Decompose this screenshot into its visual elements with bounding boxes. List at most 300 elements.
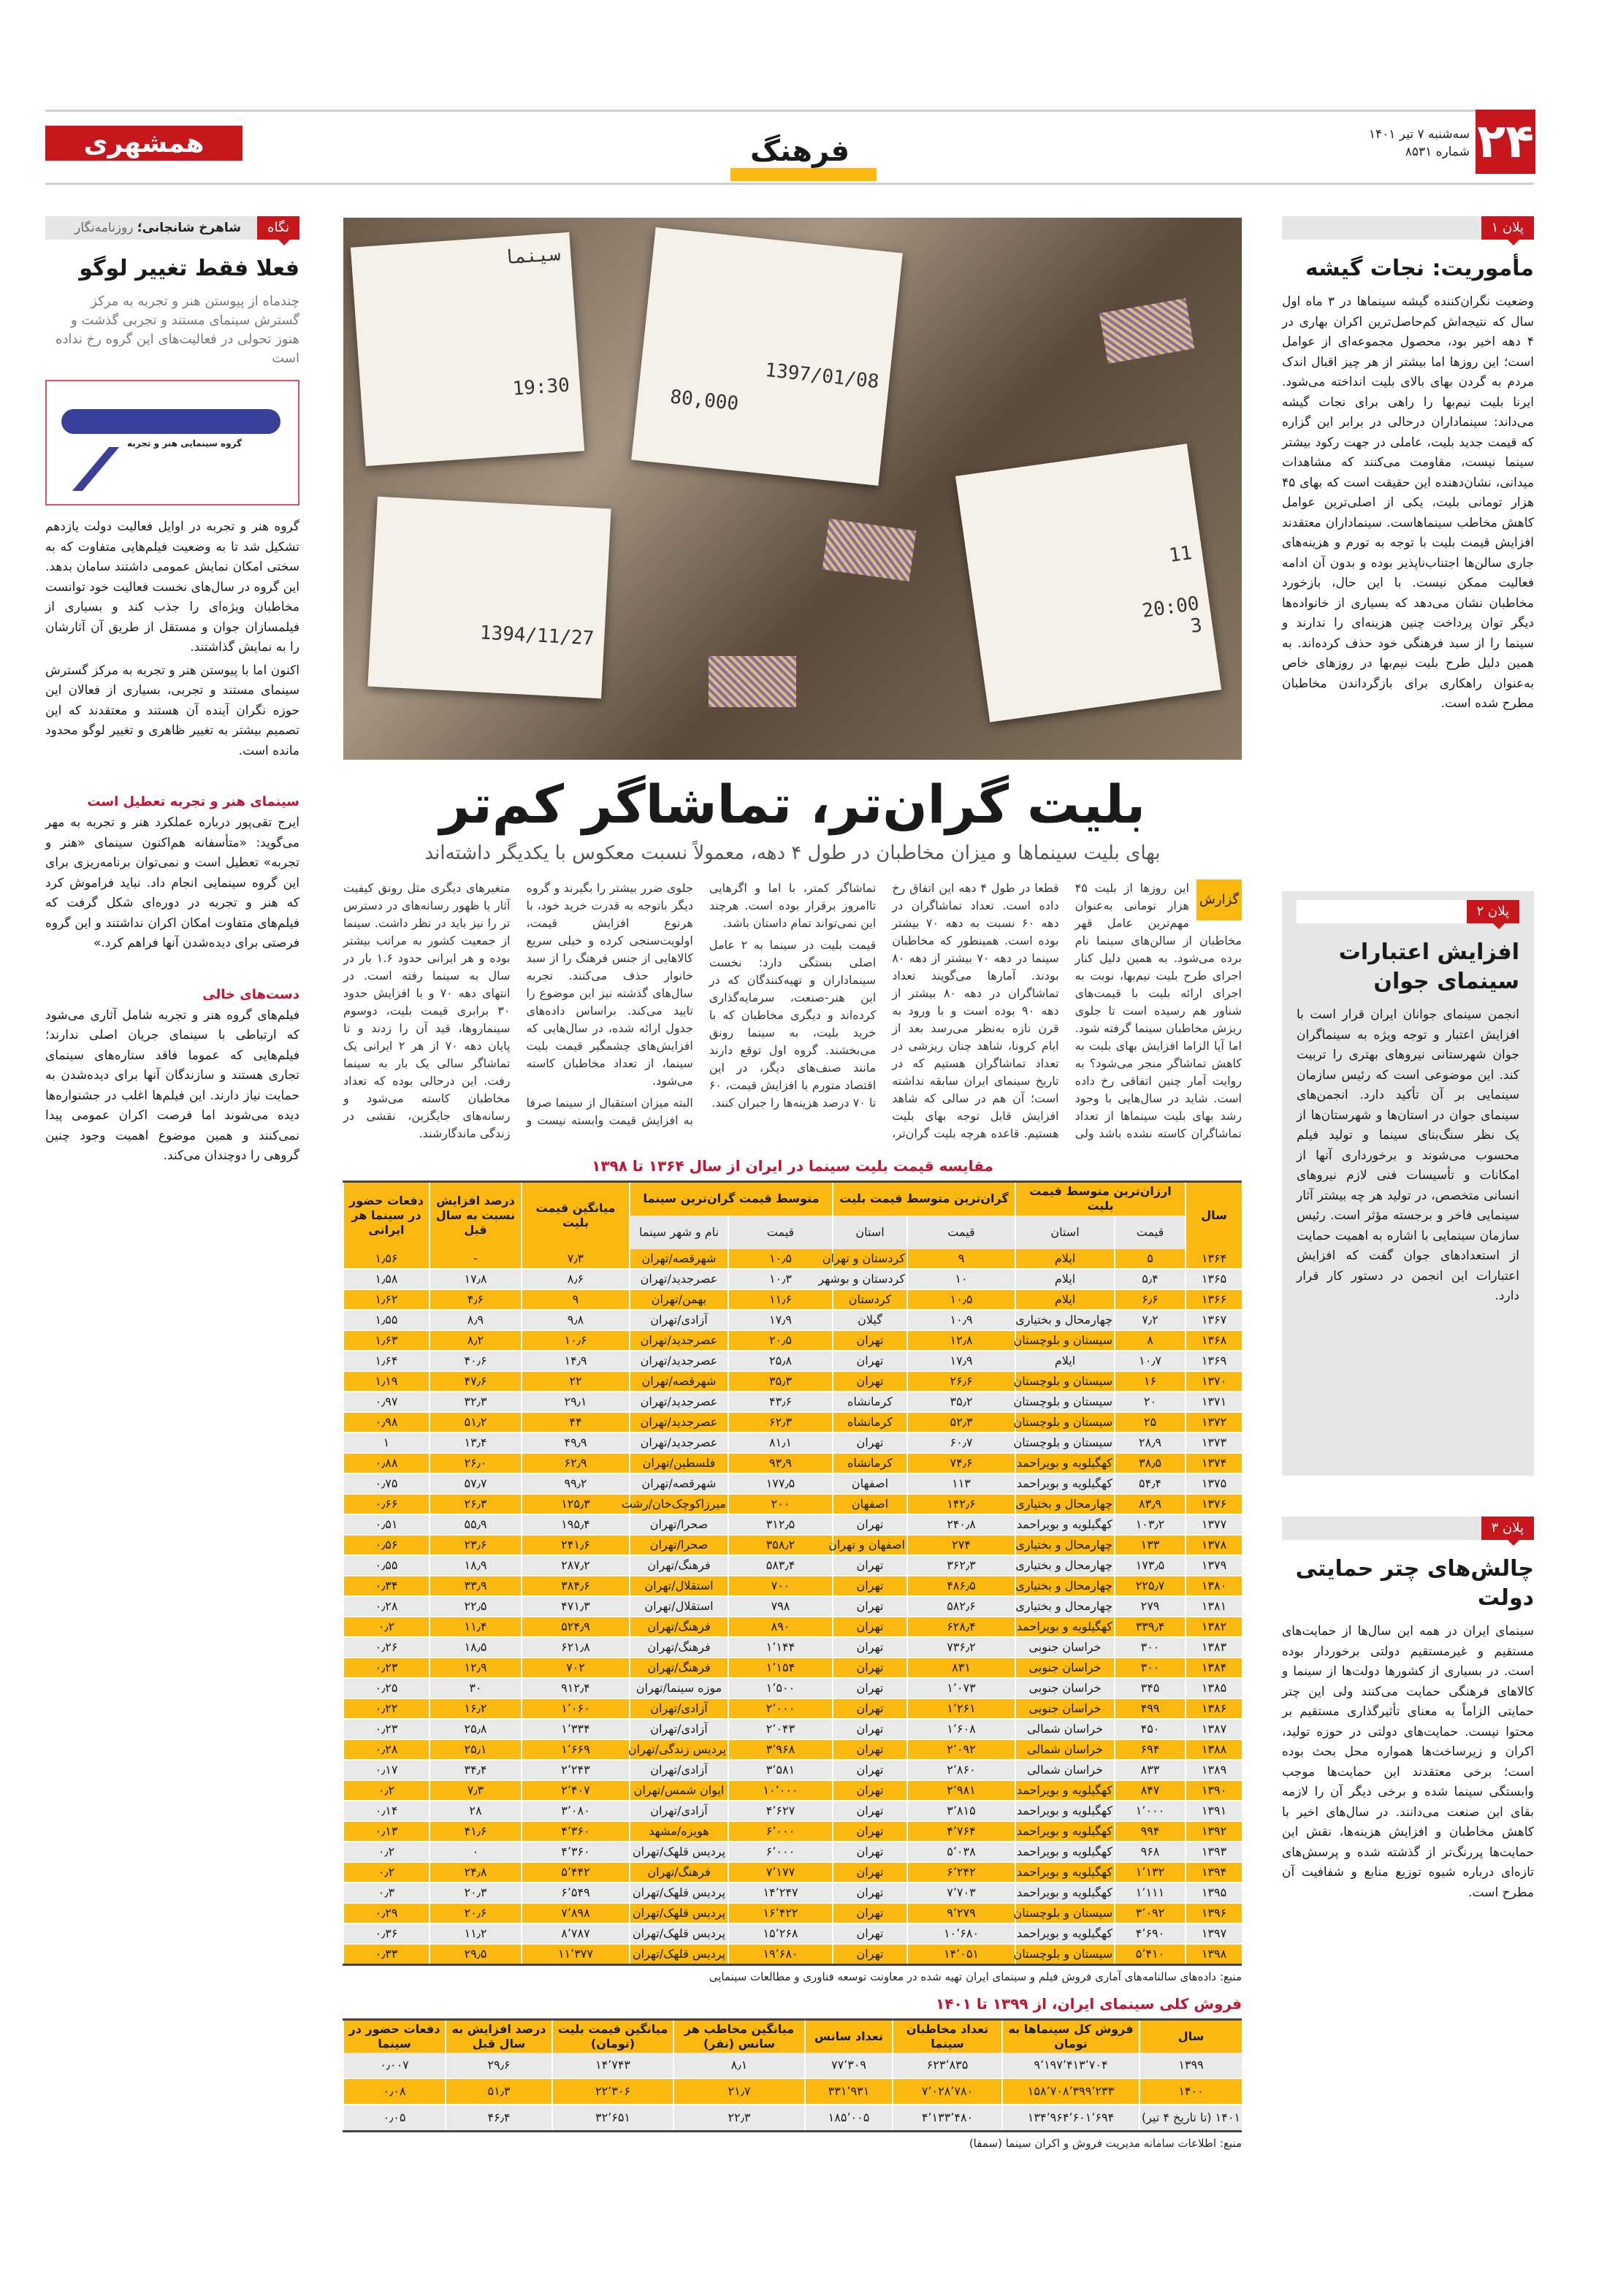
cell-cheapest-province: خراسان جنوبی — [1015, 1698, 1115, 1719]
cell-average-price: ۳٬۰۸۰ — [522, 1801, 630, 1821]
cell-year: ۱۳۷۷ — [1186, 1514, 1242, 1535]
table-row — [343, 1719, 1242, 1739]
cell-priciest-price: ۹٬۲۷۹ — [907, 1903, 1015, 1923]
cell-year: ۱۳۸۲ — [1186, 1617, 1242, 1637]
table-cell: ۲۲٫۳ — [673, 2105, 805, 2132]
author-role: روزنامه‌نگار — [75, 221, 134, 235]
plan2-tag: پلان ۲ — [1467, 900, 1519, 923]
cell-priciest-province: تهران — [833, 1658, 907, 1678]
cell-attendance: ۰٫۲۹ — [343, 1903, 430, 1923]
cell-cinema-name: عصرجدید/تهران — [630, 1392, 728, 1412]
section-title: فرهنگ — [749, 134, 850, 168]
table-cell: ۲۲٬۳۰۶ — [552, 2078, 673, 2105]
table-row — [343, 1433, 1242, 1453]
cell-cheapest-price: ۵ — [1115, 1249, 1186, 1269]
table-cell: ۲۹٫۶ — [446, 2053, 552, 2078]
cell-year: ۱۳۹۲ — [1186, 1821, 1242, 1842]
cell-cheapest-price: ۳۴۵ — [1115, 1678, 1186, 1698]
cell-cinema-name: آزادی/تهران — [630, 1801, 728, 1821]
table-cell: ۶۲۳٬۸۳۵ — [893, 2053, 1002, 2078]
cell-percent-increase: ۱۲٫۹ — [430, 1658, 522, 1678]
cell-cinema-name: فرهنگ/تهران — [630, 1862, 728, 1883]
cell-priciest-province: تهران — [833, 1760, 907, 1780]
cell-year: ۱۳۹۸ — [1186, 1944, 1242, 1965]
cell-priciest-price: ۱۰ — [907, 1269, 1015, 1289]
cell-priciest-price: ۱٬۲۶۱ — [907, 1698, 1015, 1719]
cell-percent-increase: ۸٫۹ — [430, 1310, 522, 1330]
cell-year: ۱۳۸۳ — [1186, 1637, 1242, 1658]
cell-cinema-price: ۱۵٬۲۶۸ — [728, 1923, 833, 1944]
cell-cheapest-price: ۴٬۶۹۰ — [1115, 1923, 1186, 1944]
cell-cheapest-province: خراسان جنوبی — [1015, 1658, 1115, 1678]
ticket-time: 20:00 — [1140, 592, 1201, 622]
cell-attendance: ۰٫۲ — [343, 1842, 430, 1862]
plan1-header — [1282, 216, 1534, 240]
cell-percent-increase: ۲۰٫۶ — [430, 1903, 522, 1923]
cell-cheapest-price: ۱٬۱۳۲ — [1115, 1862, 1186, 1883]
cell-cinema-price: ۱۰٫۵ — [728, 1249, 833, 1269]
cell-attendance: ۰٫۱۴ — [343, 1801, 430, 1821]
table-row — [343, 1739, 1242, 1760]
cell-percent-increase: ۳۰ — [430, 1678, 522, 1698]
issue-info — [1369, 126, 1470, 161]
page-number: ۲۴ — [1476, 110, 1535, 174]
cell-cinema-name: عصرجدید/تهران — [630, 1269, 728, 1289]
cell-cheapest-province: کهگیلویه و بویراحمد — [1015, 1821, 1115, 1842]
table-row — [343, 1310, 1242, 1330]
cell-priciest-price: ۲٬۰۹۲ — [907, 1739, 1015, 1760]
cell-attendance: ۰٫۱۳ — [343, 1821, 430, 1842]
cell-year: ۱۳۹۴ — [1186, 1862, 1242, 1883]
cell-average-price: ۷٫۳ — [522, 1249, 630, 1269]
col-priciest-price: قیمت — [907, 1216, 1015, 1249]
cell-percent-increase: ۵۷٫۷ — [430, 1473, 522, 1494]
table-cell: ۰٫۰۵ — [343, 2105, 446, 2132]
cell-year: ۱۳۸۶ — [1186, 1698, 1242, 1719]
opinion-section-1 — [45, 782, 299, 957]
cell-cinema-name: شهرقصه/تهران — [630, 1249, 728, 1269]
cell-cinema-price: ۲٬۰۴۳ — [728, 1719, 833, 1739]
article-paragraph: این روزها از بلیت ۴۵ هزار تومانی به‌عنوان مهم‌ترین عامل قهر مخاطبان از سالن‌های سینما نام برده می‌شود. به همین دلیل کنار اجرای طرح بلیت نیم‌بها، نوبت به اجرای ارائه بلیت با قیمت‌های شناور هم رسیده است تا جلوی ریزش مخاطبان سینما گرفته شود. اما آیا الزاما افزایش بهای بلیت به کاهش تماشاگر منجر می‌شود؟ به روایت آمار چنین اتفاقی رخ داده است. شاید در سال‌هایی با وجود رشد بهای بلیت سینماها از تعداد تماشاگران کاسته نشده باشد ولی قطعا در طول ۴ دهه این اتفاق رخ داده است. تعداد تماشاگران در دهه ۶۰ نسبت به دهه ۷۰ بیشتر بوده است. همینطور که مخاطبان سینما در دهه ۷۰ بیشتر از دهه ۸۰ بودند. آمارها می‌گویند تعداد تماشاگران در دهه ۸۰ بیشتر از دهه ۹۰ بوده است و با ورود به قرن تازه به‌نظر می‌رسد بعد از ایام کرونا، شاهد چنان ریزشی در تعداد تماشاگران هستیم که در تاریخ سینمای ایران سابقه نداشته است؛ آن هم در سالی که شاهد افزایش قابل توجه بهای بلیت هستیم. قاعده هرچه بلیت گران‌تر، تماشاگر کمتر، با اما و اگرهایی تاامروز برقرار بوده است. هرچند این نمی‌تواند تمام داستان باشد. — [709, 881, 1242, 1140]
cell-cinema-price: ۴۳٫۶ — [728, 1392, 833, 1412]
cell-priciest-province: تهران — [833, 1821, 907, 1842]
cell-cinema-price: ۲۵٫۸ — [728, 1351, 833, 1371]
cell-average-price: ۸٫۶ — [522, 1269, 630, 1289]
cell-attendance: ۰٫۲۸ — [343, 1739, 430, 1760]
total-sales-table-body — [343, 2053, 1242, 2132]
cell-average-price: ۴۹٫۹ — [522, 1433, 630, 1453]
cell-cheapest-province: کهگیلویه و بویراحمد — [1015, 1801, 1115, 1821]
cell-percent-increase: ۲۲٫۵ — [430, 1596, 522, 1617]
cell-average-price: ۱۰٫۶ — [522, 1330, 630, 1351]
cell-percent-increase: ۸٫۲ — [430, 1330, 522, 1351]
cell-cheapest-price: ۵۴٫۴ — [1115, 1473, 1186, 1494]
cell-year: ۱۳۸۰ — [1186, 1576, 1242, 1596]
cell-average-price: ۳۸۴٫۶ — [522, 1576, 630, 1596]
cell-priciest-province: تهران — [833, 1923, 907, 1944]
cell-priciest-province: تهران — [833, 1351, 907, 1371]
cell-percent-increase: ۳۳٫۹ — [430, 1576, 522, 1596]
cell-priciest-price: ۲٬۸۶۰ — [907, 1760, 1015, 1780]
cell-year: ۱۳۷۲ — [1186, 1412, 1242, 1433]
cell-attendance: ۰٫۶۶ — [343, 1494, 430, 1514]
cell-cinema-name: پردیس زندگی/تهران — [630, 1739, 728, 1760]
table-row — [343, 1555, 1242, 1576]
cell-cinema-name: میرزاکوچک‌خان/رشت — [630, 1494, 728, 1514]
cell-cinema-price: ۲۰٫۵ — [728, 1330, 833, 1351]
cell-cheapest-province: چهارمحال و بختیاری — [1015, 1535, 1115, 1555]
cell-priciest-province: تهران — [833, 1576, 907, 1596]
table-cell: ۰٫۰۰۷ — [343, 2053, 446, 2078]
table-row — [343, 1412, 1242, 1433]
cell-attendance: ۰٫۲۳ — [343, 1658, 430, 1678]
cell-priciest-price: ۴۸۶٫۵ — [907, 1576, 1015, 1596]
cell-priciest-price: ۳۵٫۲ — [907, 1392, 1015, 1412]
table-cell: ۱۳۹۹ — [1140, 2053, 1242, 2078]
table-row — [343, 1678, 1242, 1698]
cell-priciest-province: تهران — [833, 1637, 907, 1658]
table-cell: ۸٫۱ — [673, 2053, 805, 2078]
cell-cheapest-price: ۳۰۰ — [1115, 1637, 1186, 1658]
table-row — [343, 1780, 1242, 1801]
col-cinema-name: نام و شهر سینما — [630, 1216, 728, 1249]
col-cheapest: ارزان‌ترین متوسط قیمت بلیت — [1015, 1182, 1186, 1216]
cell-priciest-province: تهران — [833, 1780, 907, 1801]
table-cell: ۱۸۵٬۰۰۵ — [805, 2105, 893, 2132]
cell-priciest-price: ۷۴٫۶ — [907, 1453, 1015, 1473]
col-year: سال — [1186, 1182, 1242, 1249]
ticket-date: 1397/01/08 — [763, 359, 880, 394]
cell-year: ۱۳۹۷ — [1186, 1923, 1242, 1944]
cell-cheapest-province: خراسان جنوبی — [1015, 1678, 1115, 1698]
table-cell: ۱۴٬۷۴۳ — [552, 2053, 673, 2078]
cell-average-price: ۱۴٫۹ — [522, 1351, 630, 1371]
cell-cinema-price: ۶٬۰۰۰ — [728, 1842, 833, 1862]
table-row — [343, 1862, 1242, 1883]
table-row — [343, 1494, 1242, 1514]
cell-cheapest-province: کهگیلویه و بویراحمد — [1015, 1923, 1115, 1944]
cell-priciest-price: ۵۲٫۳ — [907, 1412, 1015, 1433]
cell-cheapest-province: سیستان و بلوچستان — [1015, 1330, 1115, 1351]
ticket — [631, 227, 903, 486]
cell-priciest-province: گیلان — [833, 1310, 907, 1330]
table-row — [343, 1923, 1242, 1944]
plan1-tag: پلان ۱ — [1481, 216, 1534, 240]
cell-percent-increase: ۱۷٫۸ — [430, 1269, 522, 1289]
cell-attendance: ۰٫۵۵ — [343, 1555, 430, 1576]
plan1-section — [1282, 216, 1534, 874]
cell-attendance: ۱٫۱۹ — [343, 1371, 430, 1392]
table-cell: ۱۴۰۰ — [1140, 2078, 1242, 2105]
cell-percent-increase: ۲۸ — [430, 1801, 522, 1821]
cell-cinema-name: صحرا/تهران — [630, 1514, 728, 1535]
opinion-lead: چندماه از پیوستن هنر و تجربه به مرکز گسترش سینمای مستند و تجربی گذشت و هنوز تحولی در فعالیت‌های این گروه رخ نداده است — [55, 294, 299, 366]
cell-cheapest-price: ۶۹۴ — [1115, 1739, 1186, 1760]
cell-priciest-price: ۸۳۱ — [907, 1658, 1015, 1678]
table-row — [343, 1903, 1242, 1923]
cell-priciest-province: تهران — [833, 1842, 907, 1862]
col-cheapest-province: استان — [1015, 1216, 1115, 1249]
opinion-section-2 — [45, 975, 299, 1170]
cell-percent-increase: ۲۰٫۳ — [430, 1883, 522, 1903]
cell-cheapest-province: کهگیلویه و بویراحمد — [1015, 1453, 1115, 1473]
cell-cinema-price: ۳۱۲٫۵ — [728, 1514, 833, 1535]
header-top-rule — [45, 110, 1534, 112]
cell-percent-increase: ۴۷٫۶ — [430, 1371, 522, 1392]
table-row — [343, 1658, 1242, 1678]
table-row — [343, 1944, 1242, 1965]
plan2-body — [1297, 1005, 1519, 1307]
ticket-price-table-title: مقایسه قیمت بلیت سینما در ایران از سال ۱۳۶۴ تا ۱۳۹۸ — [592, 1157, 993, 1175]
cell-average-price: ۱۱٬۳۷۷ — [522, 1944, 630, 1965]
cell-priciest-province: تهران — [833, 1678, 907, 1698]
cell-cheapest-price: ۷٫۲ — [1115, 1310, 1186, 1330]
cell-priciest-province: کردستان و بوشهر — [833, 1269, 907, 1289]
cell-average-price: ۲۲ — [522, 1371, 630, 1392]
cell-cheapest-price: ۴۹۹ — [1115, 1698, 1186, 1719]
cell-attendance: ۰٫۵۶ — [343, 1535, 430, 1555]
cell-attendance: ۰٫۳۴ — [343, 1576, 430, 1596]
cell-average-price: ۹٫۸ — [522, 1310, 630, 1330]
table-row — [343, 1698, 1242, 1719]
cell-average-price: ۶٬۵۴۹ — [522, 1883, 630, 1903]
plan1-paragraph: وضعیت نگران‌کننده گیشه سینماها در ۳ ماه اول سال که نتیجه‌اش کم‌حاصل‌ترین اکران بهاری در ۴ دهه اخیر بود، محصول مجموعه‌ای از عوامل است؛ این روزها اما بیشتر از هر چیز اقبال اندک مردم به گردن بهای بالای بلیت انداخته می‌شود. ایرنا بلیت نیم‌بها را راهی برای نجات گیشه می‌داند: سینماداران درحالی در برابر این گزاره که قیمت جدید بلیت، عاملی در جهت رکود بیشتر سینما نیست، مقاومت می‌کنند که مشاهدات میدانی، نشان‌دهنده این حقیقت است که بهای ۴۵ هزار تومانی بلیت، یکی از اصلی‌ترین عوامل کاهش مخاطب سینماهاست. سینماداران معتقدند افزایش قیمت بلیت با توجه به تورم و هزینه‌های جاری سالن‌ها اجتناب‌ناپذیر بوده و بدون آن ادامه فعالیت ممکن نیست. با این حال، بازخورد مخاطبان نشان می‌دهد که بسیاری از خانواده‌ها دیگر توان پرداخت چنین هزینه‌ای را ندارند و سینما را از سبد فرهنگی خود حذف کرده‌اند. به همین دلیل طرح بلیت نیم‌بها در روزهای خاص به‌عنوان راهکاری برای بازگرداندن مخاطبان مطرح شده است. — [1282, 294, 1534, 711]
cell-cheapest-price: ۹۹۴ — [1115, 1821, 1186, 1842]
cell-attendance: ۰٫۸۸ — [343, 1453, 430, 1473]
cell-cinema-price: ۱۰٬۰۰۰ — [728, 1780, 833, 1801]
cell-attendance: ۰٫۲ — [343, 1617, 430, 1637]
cell-cheapest-price: ۹۶۸ — [1115, 1842, 1186, 1862]
cell-cheapest-province: خراسان شمالی — [1015, 1739, 1115, 1760]
cell-average-price: ۸٬۷۸۷ — [522, 1923, 630, 1944]
cell-priciest-province: کرمانشاه — [833, 1392, 907, 1412]
plan1-title: مأموریت: نجات گیشه — [1305, 256, 1534, 281]
table-row — [343, 1801, 1242, 1821]
cell-average-price: ۱۹۵٫۴ — [522, 1514, 630, 1535]
opinion-paragraph: ایرج تقی‌پور درباره عملکرد هنر و تجربه به مهر می‌گوید: «متأسفانه هم‌اکنون سینمای «هنر و تجربه» تعطیل است و نمی‌توان برنامه‌ریزی برای این گروه سینمایی انجام داد. نباید فراموش کرد که هنر و تجربه در دوره‌ای شکل گرفت که فیلم‌های متفاوت امکان اکران نداشتند و این گروه فرصتی برای دیده‌شدن آنها فراهم کرد.» — [45, 815, 299, 950]
ticket-price: 80,000 — [668, 386, 740, 416]
cell-priciest-province: تهران — [833, 1801, 907, 1821]
cell-priciest-province: اصفهان — [833, 1473, 907, 1494]
table-row — [343, 2078, 1242, 2105]
table-row — [343, 1269, 1242, 1289]
cell-priciest-province: تهران — [833, 1739, 907, 1760]
cell-average-price: ۹۹٫۲ — [522, 1473, 630, 1494]
art-experience-logo — [45, 380, 299, 506]
issue-number: شماره ۸۵۳۱ — [1405, 145, 1470, 159]
main-article-body — [343, 880, 1242, 1143]
cell-priciest-province: اصفهان — [833, 1494, 907, 1514]
opinion-title: فعلا فقط تغییر لوگو — [79, 256, 299, 281]
ticket-price-table-body — [343, 1249, 1242, 1965]
cell-average-price: ۲۸۷٫۲ — [522, 1555, 630, 1576]
opinion-subhead: سینمای هنر و تجربه تعطیل است — [87, 794, 299, 809]
col-header: میانگین مخاطب هر سانس (نفر) — [673, 2019, 805, 2053]
cell-cinema-price: ۲٬۰۰۰ — [728, 1698, 833, 1719]
cell-percent-increase: ۲۵٫۱ — [430, 1739, 522, 1760]
cell-cinema-price: ۹۳٫۹ — [728, 1453, 833, 1473]
cell-cinema-price: ۱۶٬۴۲۲ — [728, 1903, 833, 1923]
cell-cheapest-province: سیستان و بلوچستان — [1015, 1903, 1115, 1923]
cell-year: ۱۳۷۴ — [1186, 1453, 1242, 1473]
cell-cheapest-province: کهگیلویه و بویراحمد — [1015, 1842, 1115, 1862]
cell-cinema-price: ۴٬۶۲۷ — [728, 1801, 833, 1821]
table-row — [343, 1883, 1242, 1903]
cell-year: ۱۳۸۵ — [1186, 1678, 1242, 1698]
plan2-header — [1297, 900, 1519, 923]
cell-cheapest-province: چهارمحال و بختیاری — [1015, 1555, 1115, 1576]
revenue-stamp — [1099, 298, 1194, 364]
cell-cheapest-province: کهگیلویه و بویراحمد — [1015, 1617, 1115, 1637]
plan2-title: افزایش اعتبارات سینمای جوان — [1338, 939, 1519, 994]
cell-attendance: ۰٫۳۶ — [343, 1923, 430, 1944]
cell-percent-increase: ۲۶٫۳ — [430, 1494, 522, 1514]
cell-priciest-price: ۴٬۷۶۴ — [907, 1821, 1015, 1842]
opinion-paragraph: گروه هنر و تجربه در اوایل فعالیت دولت یازدهم تشکیل شد تا به وضعیت فیلم‌هایی متفاوت که به سختی امکان نمایش عمومی داشتند سامان بدهد. این گروه در سال‌های نخست فعالیت خود توانست مخاطبان ویژه‌ای را جذب کند و بسیاری از فیلمسازان جوان و مستقل از طریق آن آثارشان را به نمایش گذاشتند. — [45, 519, 299, 655]
cell-year: ۱۳۶۷ — [1186, 1310, 1242, 1330]
table-cell: ۳۳۱٬۹۳۱ — [805, 2078, 893, 2105]
cell-priciest-province: تهران — [833, 1862, 907, 1883]
cell-year: ۱۳۹۶ — [1186, 1903, 1242, 1923]
cell-cinema-price: ۲۰۰ — [728, 1494, 833, 1514]
cell-cheapest-price: ۳۰۰ — [1115, 1658, 1186, 1678]
cell-percent-increase: ۱۳٫۴ — [430, 1433, 522, 1453]
cell-percent-increase: ۲۶٫۰ — [430, 1453, 522, 1473]
cell-cinema-name: عصرجدید/تهران — [630, 1433, 728, 1453]
opinion-subhead: دست‌های خالی — [202, 986, 299, 1002]
table-cell: ۷٬۰۲۸٬۷۸۰ — [893, 2078, 1002, 2105]
cell-priciest-price: ۹ — [907, 1249, 1015, 1269]
cell-attendance: ۱٫۶۲ — [343, 1289, 430, 1310]
cell-priciest-province: کردستان — [833, 1289, 907, 1310]
cell-priciest-price: ۲۴۰٫۸ — [907, 1514, 1015, 1535]
cell-cheapest-price: ۵٬۴۱۰ — [1115, 1944, 1186, 1965]
main-headline: بلیت گران‌تر، تماشاگر کم‌تر — [439, 774, 1146, 835]
cell-cinema-name: پردیس قلهک/تهران — [630, 1842, 728, 1862]
cell-cheapest-province: سیستان و بلوچستان — [1015, 1433, 1115, 1453]
cell-cinema-name: بهمن/تهران — [630, 1289, 728, 1310]
cell-average-price: ۲٬۴۰۷ — [522, 1780, 630, 1801]
cell-priciest-province: تهران — [833, 1514, 907, 1535]
cell-average-price: ۲۴۱٫۶ — [522, 1535, 630, 1555]
report-badge: گزارش — [1196, 880, 1242, 920]
cell-cheapest-province: ایلام — [1015, 1351, 1115, 1371]
cell-cheapest-province: کهگیلویه و بویراحمد — [1015, 1780, 1115, 1801]
cell-attendance: ۱٫۶۳ — [343, 1330, 430, 1351]
cell-cinema-price: ۶۲٫۳ — [728, 1412, 833, 1433]
opinion-paragraph: اکنون اما با پیوستن هنر و تجربه به مرکز گسترش سینمای مستند و تجربی، بسیاری از فعالان این حوزه نگران آینده آن هستند و معتقدند که این تصمیم بیشتر به تغییر ظاهری و تغییر لوگو محدود مانده است. — [45, 663, 299, 758]
table-row — [343, 2105, 1242, 2132]
logo-caption: گروه سینمایی هنر و تجربه — [127, 438, 243, 449]
opinion-paragraph: فیلم‌های گروه هنر و تجربه شامل آثاری می‌شود که ارتباطی با سینمای جریان اصلی ندارند؛ فیلم‌هایی که عموما فاقد ستاره‌های سینمای تجاری هستند و سازندگان آنها برای دیده‌شدن به حمایت نیاز دارند. این فیلم‌ها اغلب در جشنواره‌ها دیده می‌شوند اما فرصت اکران عمومی پیدا نمی‌کنند و همین موضوع اهمیت وجود چنین گروهی را دوچندان می‌کند. — [45, 1007, 299, 1163]
ticket — [955, 443, 1221, 722]
right-column — [1282, 216, 1534, 1906]
table-row — [343, 1289, 1242, 1310]
cell-priciest-price: ۵۸۲٫۶ — [907, 1596, 1015, 1617]
cell-cinema-price: ۱٬۱۵۴ — [728, 1658, 833, 1678]
cell-attendance: ۰٫۲۸ — [343, 1596, 430, 1617]
col-percent: درصد افزایش نسبت به سال قبل — [430, 1182, 522, 1249]
cell-cheapest-price: ۸۳٫۹ — [1115, 1494, 1186, 1514]
cell-average-price: ۶۲۱٫۸ — [522, 1637, 630, 1658]
cell-year: ۱۳۶۵ — [1186, 1269, 1242, 1289]
cell-cheapest-price: ۱۶ — [1115, 1371, 1186, 1392]
ticket-time: 19:30 — [511, 374, 570, 400]
cell-year: ۱۳۶۶ — [1186, 1289, 1242, 1310]
header-bottom-rule — [45, 183, 1534, 185]
table-row — [343, 1371, 1242, 1392]
cell-year: ۱۳۶۸ — [1186, 1330, 1242, 1351]
cell-priciest-price: ۱٬۰۷۳ — [907, 1678, 1015, 1698]
cell-percent-increase: ۵۱٫۲ — [430, 1412, 522, 1433]
table-cell: ۱۴۰۱ (تا تاریخ ۴ تیر) — [1140, 2105, 1242, 2132]
cell-percent-increase: ۱۱٫۴ — [430, 1617, 522, 1637]
cell-priciest-price: ۱۴٬۰۵۱ — [907, 1944, 1015, 1965]
cell-cheapest-price: ۸۴۷ — [1115, 1780, 1186, 1801]
cell-priciest-province: تهران — [833, 1596, 907, 1617]
table-row — [343, 1760, 1242, 1780]
cell-year: ۱۳۷۳ — [1186, 1433, 1242, 1453]
cell-cheapest-price: ۱۰٫۷ — [1115, 1351, 1186, 1371]
cell-priciest-province: تهران — [833, 1944, 907, 1965]
cell-average-price: ۹۱۲٫۴ — [522, 1678, 630, 1698]
cell-attendance: ۰٫۲ — [343, 1780, 430, 1801]
cell-year: ۱۳۶۴ — [1186, 1249, 1242, 1269]
table-cell: ۷۷٬۳۰۹ — [805, 2053, 893, 2078]
col-header: سال — [1140, 2019, 1242, 2053]
cell-cheapest-province: چهارمحال و بختیاری — [1015, 1596, 1115, 1617]
table-cell: ۰٫۰۸ — [343, 2078, 446, 2105]
cell-cinema-name: فرهنگ/تهران — [630, 1617, 728, 1637]
col-header: فروش کل سینماها به تومان — [1002, 2019, 1140, 2053]
cell-cinema-name: ایوان شمس/تهران — [630, 1780, 728, 1801]
cell-attendance: ۰٫۵۱ — [343, 1514, 430, 1535]
col-header: تعداد سانس — [805, 2019, 893, 2053]
cell-average-price: ۶۲٫۹ — [522, 1453, 630, 1473]
logo-stroke — [72, 447, 119, 491]
cell-cinema-name: آزادی/تهران — [630, 1760, 728, 1780]
cell-cinema-price: ۱۷۷٫۵ — [728, 1473, 833, 1494]
plan1-body — [1282, 292, 1534, 714]
col-attendance: دفعات حضور در سینما هر ایرانی — [343, 1182, 430, 1249]
cell-attendance: ۱ — [343, 1433, 430, 1453]
author-name: شاهرخ شانجانی؛ — [137, 221, 241, 235]
logo-shape — [61, 409, 280, 434]
table2-source: منبع: اطلاعات سامانه مدیریت فروش و اکران سینما (سمفا) — [969, 2137, 1242, 2150]
ticket-text: سینما — [503, 243, 562, 270]
col-cinema-price: قیمت — [728, 1216, 833, 1249]
cell-cinema-name: عصرجدید/تهران — [630, 1351, 728, 1371]
cell-percent-increase: ۲۵٫۸ — [430, 1719, 522, 1739]
cell-priciest-province: کردستان و تهران — [833, 1249, 907, 1269]
cell-attendance: ۰٫۳۳ — [343, 1944, 430, 1965]
cell-cinema-name: صحرا/تهران — [630, 1535, 728, 1555]
cell-cinema-name: فرهنگ/تهران — [630, 1555, 728, 1576]
issue-date: سه‌شنبه ۷ تیر ۱۴۰۱ — [1368, 127, 1470, 142]
cell-average-price: ۹ — [522, 1289, 630, 1310]
cell-attendance: ۱٫۵۸ — [343, 1269, 430, 1289]
plan3-section — [1282, 1517, 1534, 1906]
cell-average-price: ۵۲۴٫۹ — [522, 1617, 630, 1637]
table-row — [343, 2053, 1242, 2078]
cell-average-price: ۵٬۴۴۲ — [522, 1862, 630, 1883]
cell-cheapest-price: ۲۵ — [1115, 1412, 1186, 1433]
cell-year: ۱۳۷۵ — [1186, 1473, 1242, 1494]
cell-year: ۱۳۹۵ — [1186, 1883, 1242, 1903]
cell-cinema-name: فلسطین/تهران — [630, 1453, 728, 1473]
cell-attendance: ۰٫۲۶ — [343, 1637, 430, 1658]
cell-priciest-price: ۷۳۶٫۲ — [907, 1637, 1015, 1658]
